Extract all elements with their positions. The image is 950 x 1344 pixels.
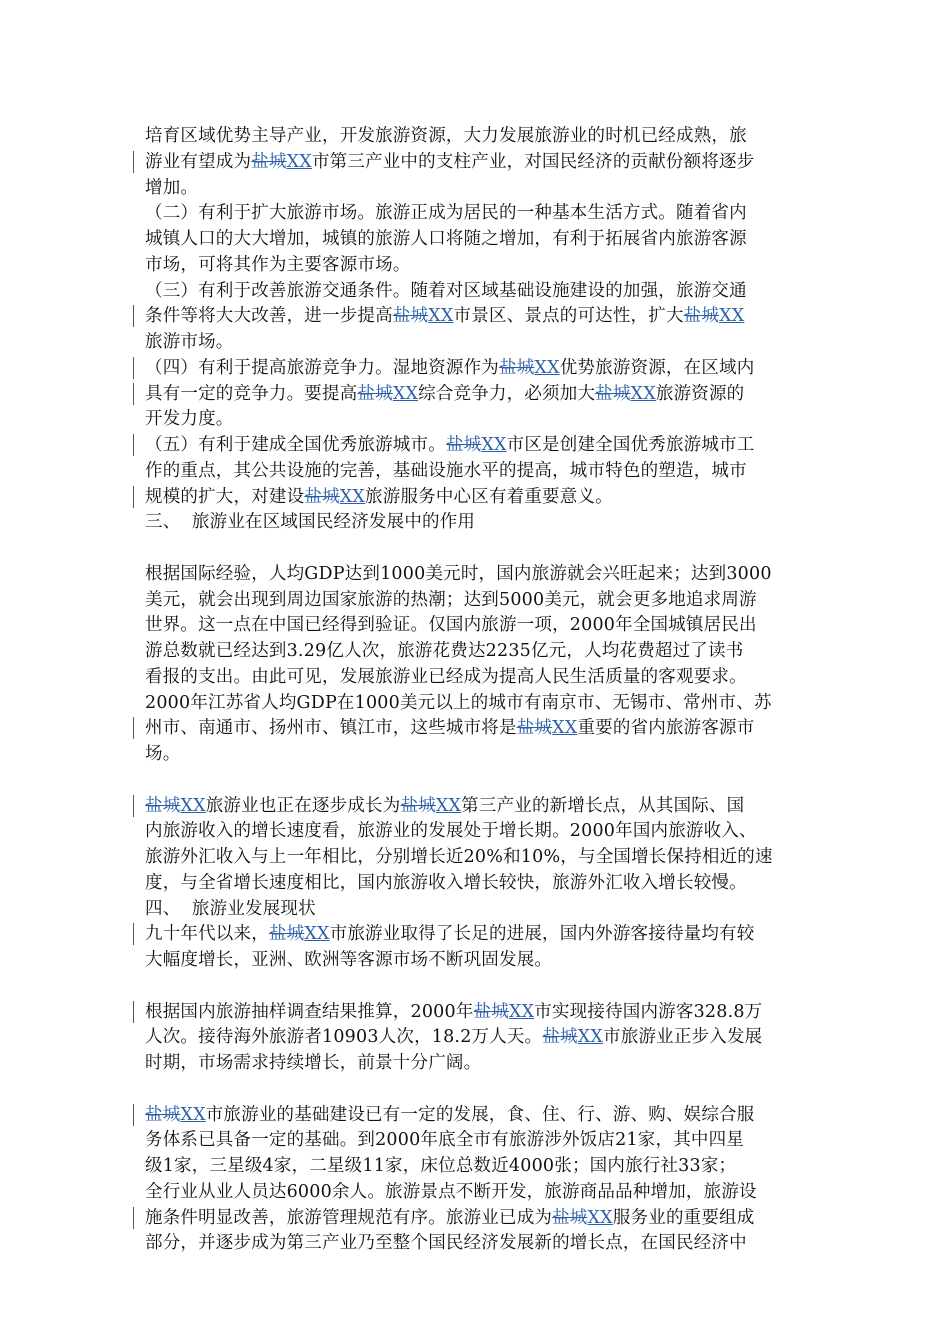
change-bar <box>133 383 134 405</box>
tracked-deletion: 盐城 <box>145 1104 181 1125</box>
text-line <box>145 871 825 895</box>
text-run: 九十年代以来， <box>145 924 269 945</box>
text-line <box>145 716 825 740</box>
text-run: 游总数就已经达到3.29亿人次，旅游花费达2235亿元，人均花费超过了读书 <box>145 641 744 661</box>
change-bar <box>133 717 134 739</box>
text-line <box>145 485 825 509</box>
text-line <box>145 1180 825 1204</box>
change-bar <box>133 357 134 379</box>
tracked-insertion: XX <box>577 1027 604 1048</box>
text-run: 世界。这一点在中国已经得到验证。仅国内旅游一项，2000年全国城镇居民出 <box>145 615 757 636</box>
text-line <box>145 613 825 637</box>
text-run: 服务业的重要组成 <box>612 1207 755 1228</box>
tracked-deletion: 盐城 <box>145 795 181 816</box>
tracked-deletion: 盐城 <box>499 357 535 378</box>
text-run: 第三产业的新增长点，从其国际、国 <box>461 795 745 816</box>
text-run: 级1家，三星级4家，二星级11家，床位总数近4000张；国内旅行社33家； <box>145 1156 737 1176</box>
tracked-deletion: 盐城 <box>552 1207 588 1228</box>
text-line <box>145 691 825 715</box>
text-run: 城镇人口的大大增加，城镇的旅游人口将随之增加，有利于拓展省内旅游客源 <box>145 229 747 249</box>
text-run: 市景区、景点的可达性，扩大 <box>453 306 684 327</box>
text-run: 旅游服务中心区有着重要意义。 <box>365 486 613 507</box>
text-line <box>145 459 825 483</box>
text-run: 作的重点，其公共设施的完善，基础设施水平的提高，城市特色的塑造，城市 <box>145 460 747 481</box>
text-run: 优势旅游资源，在区域内 <box>559 357 755 378</box>
tracked-insertion: XX <box>587 1207 613 1228</box>
text-line <box>145 1000 825 1024</box>
text-run: 务体系已具备一定的基础。到2000年底全市有旅游涉外饭店21家，其中四星 <box>145 1130 745 1151</box>
text-run: 培育区域优势主导产业，开发旅游资源，大力发展旅游业的时机已经成熟，旅 <box>145 126 747 146</box>
text-line <box>145 1206 825 1230</box>
text-run: 市旅游业取得了长足的进展，国内外游客接待量均有较 <box>329 924 755 945</box>
text-run: 旅游业也正在逐步成长为 <box>205 795 401 816</box>
change-bar <box>133 151 134 173</box>
text-line <box>145 227 825 251</box>
text-line <box>145 407 825 431</box>
text-run: 场。 <box>145 744 181 764</box>
text-run: 度，与全省增长速度相比，国内旅游收入增长较快，旅游外汇收入增长较慢。 <box>145 872 747 893</box>
text-run: 综合竞争力，必须加大 <box>418 383 596 404</box>
tracked-insertion: XX <box>435 795 462 816</box>
text-line <box>145 588 825 612</box>
text-run: 规模的扩大，对建设 <box>145 486 305 507</box>
tracked-deletion: 盐城 <box>542 1027 578 1048</box>
change-bar <box>133 486 134 508</box>
text-run: 2000年江苏省人均GDP在1000美元以上的城市有南京市、无锡市、常州市、苏 <box>145 692 772 713</box>
tracked-deletion: 盐城 <box>251 151 287 172</box>
text-run: 市场，可将其作为主要客源市场。 <box>145 254 411 275</box>
change-bar <box>133 305 134 327</box>
text-run: 市第三产业中的支柱产业，对国民经济的贡献份额将逐步 <box>311 151 755 172</box>
tracked-insertion: XX <box>630 383 656 404</box>
text-run: 三、 旅游业在区域国民经济发展中的作用 <box>145 512 476 533</box>
text-line <box>145 1154 825 1178</box>
text-run: 内旅游收入的增长速度看，旅游业的发展处于增长期。2000年国内旅游收入、 <box>145 821 757 842</box>
tracked-insertion: XX <box>339 486 366 507</box>
text-run: 市实现接待国内游客328.8万 <box>534 1001 763 1022</box>
text-line <box>145 201 825 225</box>
change-bar <box>133 1001 134 1023</box>
text-run: 州市、南通市、扬州市、镇江市，这些城市将是 <box>145 718 517 739</box>
text-line <box>145 897 825 921</box>
text-line <box>145 330 825 354</box>
tracked-deletion: 盐城 <box>445 435 482 455</box>
text-line <box>145 1077 825 1101</box>
text-line <box>145 382 825 406</box>
tracked-deletion: 盐城 <box>400 795 436 816</box>
text-line <box>145 1051 825 1075</box>
text-run: 大幅度增长，亚洲、欧洲等客源市场不断巩固发展。 <box>145 950 553 970</box>
tracked-insertion: XX <box>180 1104 206 1125</box>
tracked-insertion: XX <box>304 924 330 945</box>
tracked-deletion: 盐城 <box>595 383 631 404</box>
tracked-insertion: XX <box>286 151 312 172</box>
text-line <box>145 948 825 972</box>
tracked-insertion: XX <box>481 435 507 455</box>
tracked-insertion: XX <box>534 357 560 378</box>
tracked-insertion: XX <box>719 306 745 327</box>
text-run: （四）有利于提高旅游竞争力。湿地资源作为 <box>145 357 499 378</box>
text-run: 旅游资源的 <box>655 383 745 404</box>
text-run: 开发力度。 <box>145 409 234 430</box>
text-line <box>145 974 825 998</box>
text-run: 重要的省内旅游客源市 <box>577 718 755 739</box>
text-line <box>145 665 825 689</box>
text-run: 根据国内旅游抽样调查结果推算，2000年 <box>145 1001 474 1022</box>
text-run: （二）有利于扩大旅游市场。旅游正成为居民的一种基本生活方式。随着省内 <box>145 203 747 224</box>
text-run: 游业有望成为 <box>145 151 252 172</box>
tracked-deletion: 盐城 <box>516 718 553 739</box>
text-run: 市旅游业正步入发展 <box>603 1027 763 1048</box>
text-line <box>145 562 825 586</box>
text-run: 根据国际经验，人均GDP达到1000美元时，国内旅游就会兴旺起来；达到3000 <box>145 563 772 584</box>
change-bar <box>133 923 134 945</box>
tracked-deletion: 盐城 <box>683 306 720 327</box>
text-run: 具有一定的竞争力。要提高 <box>145 383 358 404</box>
text-line <box>145 150 825 174</box>
tracked-deletion: 盐城 <box>357 383 393 404</box>
text-line <box>145 845 825 869</box>
change-bar <box>133 434 134 456</box>
text-run: 市区是创建全国优秀旅游城市工 <box>506 435 755 455</box>
text-line <box>145 536 825 560</box>
text-run: 四、 旅游业发展现状 <box>145 898 316 919</box>
text-run: 时期，市场需求持续增长，前景十分广阔。 <box>145 1053 482 1073</box>
text-run: 部分，并逐步成为第三产业乃至整个国民经济发展新的增长点，在国民经济中 <box>145 1233 747 1254</box>
text-run: 美元，就会出现到周边国家旅游的热潮；达到5000美元，就会更多地追求周游 <box>145 589 757 610</box>
text-run: 看报的支出。由此可见，发展旅游业已经成为提高人民生活质量的客观要求。 <box>145 666 747 687</box>
text-run: 旅游外汇收入与上一年相比，分别增长近20%和10%，与全国增长保持相近的速 <box>145 847 773 867</box>
tracked-deletion: 盐城 <box>392 306 429 327</box>
text-line <box>145 819 825 843</box>
text-line <box>145 1025 825 1049</box>
tracked-insertion: XX <box>508 1001 535 1022</box>
text-run: 增加。 <box>145 177 199 198</box>
text-run: 市旅游业的基础建设已有一定的发展，食、住、行、游、购、娱综合服 <box>205 1104 755 1125</box>
text-run: 全行业从业人员达6000余人。旅游景点不断开发，旅游商品品种增加，旅游设 <box>145 1181 757 1202</box>
text-run: （五）有利于建成全国优秀旅游城市。 <box>145 435 446 455</box>
text-run: 施条件明显改善，旅游管理规范有序。旅游业已成为 <box>145 1207 553 1228</box>
text-line <box>145 510 825 534</box>
text-run: 旅游市场。 <box>145 332 234 352</box>
text-line <box>145 304 825 328</box>
tracked-deletion: 盐城 <box>268 924 305 945</box>
text-run: 条件等将大大改善，进一步提高 <box>145 306 393 327</box>
tracked-deletion: 盐城 <box>473 1001 509 1022</box>
text-line <box>145 742 825 766</box>
text-line <box>145 124 825 148</box>
tracked-insertion: XX <box>428 306 454 327</box>
text-line <box>145 1128 825 1152</box>
text-run: 人次。接待海外旅游者10903人次，18.2万人天。 <box>145 1027 543 1048</box>
text-line <box>145 356 825 380</box>
change-bar <box>133 795 134 817</box>
text-line <box>145 794 825 818</box>
tracked-deletion: 盐城 <box>304 486 340 507</box>
text-line <box>145 176 825 200</box>
text-line <box>145 1103 825 1127</box>
tracked-insertion: XX <box>180 795 206 816</box>
text-line <box>145 639 825 663</box>
text-run: （三）有利于改善旅游交通条件。随着对区域基础设施建设的加强，旅游交通 <box>145 280 747 301</box>
text-line <box>145 768 825 792</box>
tracked-insertion: XX <box>552 718 578 739</box>
text-line <box>145 253 825 277</box>
text-line <box>145 922 825 946</box>
tracked-insertion: XX <box>392 383 419 404</box>
text-line <box>145 433 825 457</box>
text-line <box>145 279 825 303</box>
change-bar <box>133 1104 134 1126</box>
change-bar <box>133 1207 134 1229</box>
text-line <box>145 1231 825 1255</box>
